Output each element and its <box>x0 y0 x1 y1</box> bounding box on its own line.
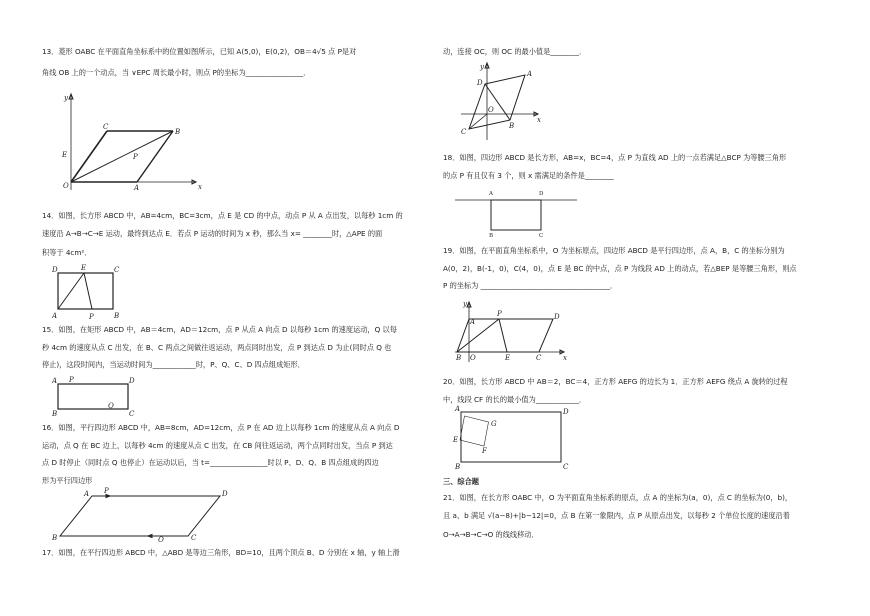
q13-line1: 13．菱形 OABC 在平面直角坐标系中的位置如图所示，已知 A(5,0)，E(0,2)，OB＝4√5 点 P是对 <box>42 47 357 56</box>
q16-label-A: A <box>84 490 90 498</box>
q19-label-P: P <box>497 310 502 318</box>
q15-label-P: P <box>69 376 74 384</box>
q16-label-P: P <box>104 487 109 495</box>
q14-figure <box>52 262 132 322</box>
q13-label-B: B <box>175 128 181 136</box>
q15-label-B: B <box>52 410 58 417</box>
q16-label-B: B <box>52 534 58 542</box>
section-heading: 三、综合题 <box>443 477 479 486</box>
q15-line3: 停止)，这段时间内，当运动时间为____________时，P、Q、C、D 四点组成矩形． <box>42 360 305 369</box>
q16-line4: 形为平行四边形 <box>42 476 93 485</box>
q19-label-E: E <box>505 354 511 362</box>
q19-label-C: C <box>536 354 542 362</box>
q14-line1: 14．如图，长方形 ABCD 中，AB=4cm，BC=3cm，点 E 是 CD 的中点，动点 P 从 A 点出发，以每秒 1cm 的 <box>42 211 403 220</box>
q20-label-A: A <box>455 405 461 413</box>
q17-label-D: D <box>477 79 483 87</box>
q19-label-O: O <box>470 354 476 362</box>
q17-label-B: B <box>509 122 515 130</box>
q20-line1: 20．如图，长方形 ABCD 中 AB＝2，BC＝4，正方形 AEFG 的边长为 1．正方形 AEFG 绕点 A 旋转的过程 <box>443 377 788 386</box>
q15-line2: 秒 4cm 的速度从点 C 出发，在 B、C 两点之间做往返运动，两点同时出发，点 P 到达点 D 为止(同时点 Q 也 <box>42 343 392 352</box>
q19-figure <box>453 300 569 364</box>
q17-label-C: C <box>461 128 467 136</box>
q20-label-G: G <box>491 420 497 428</box>
q20-label-F: F <box>482 447 487 455</box>
q17-line2: 动，连接 OC，则 OC 的最小值是________． <box>443 47 587 56</box>
q18-line2: 的点 P 有且仅有 3 个，则 x 需满足的条件是________ <box>443 171 614 180</box>
q15-label-Q: Q <box>108 402 114 410</box>
q14-label-D: D <box>52 266 58 274</box>
q20-label-E: E <box>453 436 459 444</box>
q16-line2: 运动，点 Q 在 BC 边上，以每秒 4cm 的速度从点 C 出发，在 CB 间往返运动，两个点同时出发，当点 P 到达 <box>42 441 393 450</box>
q14-label-E: E <box>81 264 87 272</box>
q20-label-C: C <box>563 463 569 470</box>
q17-figure <box>457 60 543 142</box>
q17-label-A: A <box>527 70 533 78</box>
q21-line1: 21．如图，在长方形 OABC 中，O 为平面直角坐标系的原点，点 A 的坐标为(a，0)，点 C 的坐标为(0，b)， <box>443 493 793 502</box>
q19-line2: A(0，2)，B(-1，0)，C(4，0)，点 E 是 BC 的中点，点 P 为线段 AD 上的动点，若△BEP 是等腰三角形，则点 <box>443 264 797 273</box>
q18-line1: 18．如图，四边形 ABCD 是长方形，AB=x，BC=4，点 P 为直线 AD 上的一点若满足△BCP 为等腰三角形 <box>443 153 787 162</box>
q19-label-A: A <box>470 318 476 326</box>
q20-line2: 中，线段 CF 的长的最小值为____________． <box>443 395 587 404</box>
q13-label-O: O <box>63 182 69 190</box>
q21-line2: 且 a、b 满足 √(a−8)+|b−12|=0，点 B 在第一象限内，点 P 从原点出发，以每秒 2 个单位长度的速度沿着 <box>443 511 790 520</box>
q13-label-E: E <box>62 151 68 159</box>
q15-figure <box>52 373 142 417</box>
q13-label-y: y <box>64 94 68 102</box>
q19-line1: 19．如图，在平面直角坐标系中，O 为坐标原点，四边形 ABCD 是平行四边形，点 A，B，C 的坐标分别为 <box>443 246 785 255</box>
q16-line1: 16．如图，平行四边形 ABCD 中，AB=8cm，AD=12cm，点 P 在 AD 边上以每秒 1cm 的速度从点 A 向点 D <box>42 423 400 432</box>
q15-line1: 15．如图，在矩形 ABCD 中，AB＝4cm，AD＝12cm，点 P 从点 A 向点 D 以每秒 1cm 的速度运动，Q 以每 <box>42 325 397 334</box>
q18-label-C: C <box>539 233 544 238</box>
q16-line3: 点 D 时停止（同时点 Q 也停止）在运动以后，当 t=________________时以 P、D、Q、B 四点组成的四边 <box>42 458 379 467</box>
q19-label-y: y <box>463 300 467 308</box>
q14-label-A: A <box>52 312 58 320</box>
q21-line3: O→A→B→C→O 的线线移动． <box>443 530 539 539</box>
q16-label-D: D <box>222 490 228 498</box>
q14-line2: 速度沿 A→B→C→E 运动，最终到达点 E．若点 P 运动的时间为 x 秒，那么当 x= ________时，△APE 的面 <box>42 229 383 238</box>
q17-label-x: x <box>537 116 541 124</box>
q16-label-Q: Q <box>158 536 164 542</box>
q19-line3: P 的坐标为 ____________________________________． <box>443 281 618 290</box>
q14-label-P: P <box>89 313 94 321</box>
q16-figure <box>50 484 230 542</box>
q15-label-D: D <box>129 377 135 385</box>
q18-figure <box>451 186 581 238</box>
q17-label-O: O <box>488 106 494 114</box>
q20-figure <box>451 404 575 470</box>
q13-label-x: x <box>198 183 202 191</box>
q15-label-A: A <box>52 377 58 385</box>
q20-label-D: D <box>563 408 569 416</box>
q18-label-A: A <box>489 191 493 197</box>
q20-label-B: B <box>455 463 461 470</box>
q18-label-D: D <box>539 191 544 197</box>
q19-label-D: D <box>554 313 560 321</box>
q19-label-x: x <box>563 354 567 362</box>
q17-line1: 17．如图，在平行四边形 ABCD 中，△ABD 是等边三角形，BD=10，且两个顶点 B、D 分别在 x 轴，y 轴上滑 <box>42 548 400 557</box>
q13-line2: 角线 OB 上的一个动点，当 ∨EPC 周长最小时，则点 P的坐标为________________． <box>42 68 311 77</box>
q14-label-C: C <box>114 266 120 274</box>
q13-label-C: C <box>103 123 109 131</box>
q18-label-B: B <box>489 233 494 238</box>
q13-label-A: A <box>134 184 140 192</box>
q16-label-C: C <box>191 534 197 542</box>
q17-label-y: y <box>480 63 484 71</box>
q13-label-P: P <box>133 153 138 161</box>
q19-label-B: B <box>456 354 462 362</box>
q13-figure <box>56 90 206 194</box>
q14-line3: 积等于 4cm²． <box>42 248 92 257</box>
q15-label-C: C <box>129 410 135 417</box>
q14-label-B: B <box>114 312 120 320</box>
